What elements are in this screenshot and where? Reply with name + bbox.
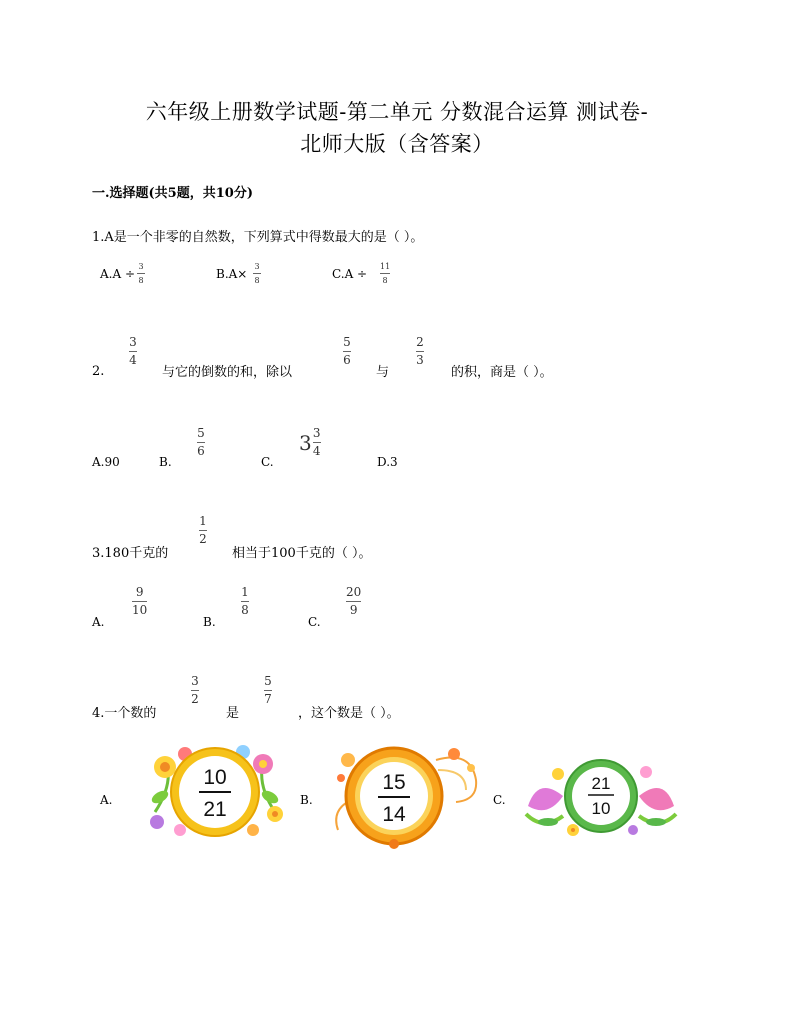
question-2-fraction-3 [416, 336, 424, 367]
option-fraction [380, 262, 390, 285]
fraction-numerator: 20 [346, 585, 362, 599]
fraction-numerator: 9 [135, 585, 144, 599]
question-2-text-3: 的积，商是（ ）。 [451, 365, 553, 380]
question-4-fraction-1 [191, 675, 199, 706]
question-4-fraction-2 [264, 675, 272, 706]
question-3-option-b-fraction [241, 586, 249, 617]
badge-denominator: 10 [591, 799, 611, 818]
fraction-denominator: 7 [264, 692, 272, 706]
badge-denominator: 21 [203, 798, 227, 821]
fraction-bar [253, 273, 261, 274]
fraction-numerator: 5 [197, 426, 205, 440]
fraction-denominator: 4 [129, 353, 137, 367]
badge-denominator: 14 [382, 803, 406, 826]
question-2-fraction-2 [343, 336, 351, 367]
fraction-numerator: 3 [191, 674, 199, 688]
question-4-text-1: 是 [226, 706, 240, 721]
question-3-option-c-label: C. [308, 615, 321, 629]
fraction-bar [416, 351, 424, 352]
option-label: A.A ÷ [100, 267, 136, 281]
fraction-bar [380, 273, 390, 274]
question-2-fraction-1 [129, 336, 137, 367]
fraction-denominator: 8 [138, 276, 144, 285]
question-2-text-2: 与 [376, 365, 390, 380]
fraction-denominator: 8 [382, 276, 388, 285]
question-2-option-d: D.3 [377, 455, 398, 469]
question-3-text-1: 相当于100千克的（ ）。 [232, 546, 372, 561]
question-2-option-c-mixed-number [299, 427, 321, 458]
option-label: C.A ÷ [332, 267, 368, 281]
question-2-option-c-label: C. [261, 455, 274, 469]
question-3-option-a-label: A. [92, 615, 105, 629]
section-header: 一.选择题(共5题，共10分) [92, 186, 253, 201]
option-label: B.A× [216, 267, 248, 281]
fraction-bar [264, 690, 272, 691]
badge-numerator: 15 [382, 771, 406, 794]
fraction-denominator: 9 [349, 603, 358, 617]
option-fraction [137, 262, 145, 285]
question-4-text-prefix: 4.一个数的 [92, 706, 157, 721]
question-2-option-a: A.90 [92, 455, 120, 469]
badge-numerator: 21 [591, 774, 611, 793]
fraction-numerator: 1 [199, 514, 207, 528]
fraction-numerator: 2 [416, 335, 424, 349]
fraction-denominator: 6 [343, 353, 351, 367]
fraction-numerator: 3 [312, 426, 321, 440]
fraction-numerator: 5 [343, 335, 351, 349]
question-4-option-c-label: C. [493, 793, 506, 807]
fraction-bar [241, 601, 249, 602]
question-3-option-c-fraction [346, 586, 361, 617]
question-3-fraction-1 [199, 515, 207, 546]
fraction-denominator: 4 [312, 444, 321, 458]
fraction-numerator: 1 [241, 585, 249, 599]
question-3-option-b-label: B. [203, 615, 216, 629]
fraction-bar [129, 351, 137, 352]
fraction-bar [132, 601, 147, 602]
question-2-text-1: 与它的倒数的和，除以 [162, 365, 293, 380]
fraction-numerator: 3 [254, 262, 260, 271]
fraction-numerator: 3 [129, 335, 137, 349]
fraction-bar [343, 351, 351, 352]
question-2-number: 2. [92, 364, 105, 379]
page-title-line1: 六年级上册数学试题-第二单元 分数混合运算 测试卷- [145, 100, 649, 124]
fraction-numerator: 11 [380, 262, 391, 271]
fraction-denominator: 8 [241, 603, 249, 617]
fraction-denominator: 3 [416, 353, 424, 367]
fraction-numerator: 5 [264, 674, 272, 688]
question-1-text: 1.A是一个非零的自然数，下列算式中得数最大的是（ ）。 [92, 230, 424, 245]
heart-decoration-icon [389, 839, 399, 849]
question-2-option-b-fraction [197, 427, 205, 458]
question-4-option-b-label: B. [300, 793, 313, 807]
question-4-option-c-badge [518, 756, 684, 838]
question-3-option-a-fraction [132, 586, 147, 617]
fraction-denominator: 6 [197, 444, 205, 458]
question-4-option-a-badge [135, 742, 295, 842]
fraction-denominator: 2 [191, 692, 199, 706]
question-4-option-a-label: A. [100, 793, 113, 807]
fraction-bar [313, 442, 321, 443]
fraction-bar [197, 442, 205, 443]
mixed-whole: 3 [299, 430, 312, 455]
fraction-bar [346, 601, 361, 602]
fraction-bar [137, 273, 145, 274]
question-4-option-b-badge [326, 740, 486, 852]
page-title-line2: 北师大版（含答案） [300, 132, 494, 156]
fraction-denominator: 2 [199, 532, 207, 546]
mixed-fraction [313, 427, 321, 458]
option-fraction [253, 262, 261, 285]
fraction-bar [199, 530, 207, 531]
badge-numerator: 10 [203, 766, 227, 789]
fraction-bar [191, 690, 199, 691]
question-3-text-prefix: 3.180千克的 [92, 546, 169, 561]
fraction-denominator: 8 [254, 276, 260, 285]
question-2-option-b-label: B. [159, 455, 172, 469]
fraction-numerator: 3 [138, 262, 144, 271]
question-4-text-2: ，这个数是（ ）。 [298, 706, 400, 721]
fraction-denominator: 10 [132, 603, 148, 617]
